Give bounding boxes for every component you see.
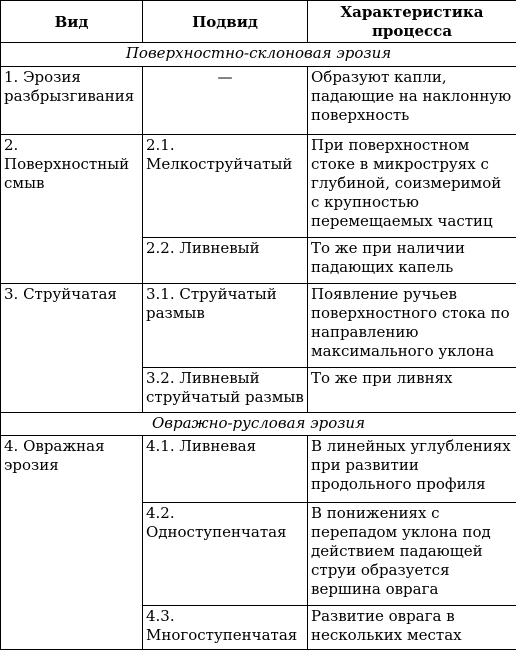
table-row [1,67,516,135]
cell-podvid: 3.1. Струйчатый размыв [143,284,308,368]
table-row [1,436,516,503]
section-row [1,43,516,67]
cell-characteristic: В линейных углублениях при развитии продольного профиля [308,436,516,503]
cell-characteristic: В понижениях с перепадом уклона под действием падающей струи образуется вершина оврага [308,503,516,606]
cell-vid: 1. Эрозия разбрызгивания [1,67,143,135]
cell-vid: 3. Струйчатая [1,284,143,413]
cell-characteristic: Развитие оврага в нескольких местах [308,606,516,650]
cell-podvid: 2.1. Мелкоструйчатый [143,135,308,238]
section-title-surface-slope: Поверхностно-склоновая эрозия [1,43,516,67]
section-row [1,413,516,436]
cell-podvid: 3.2. Ливневый струйчатый размыв [143,368,308,413]
cell-characteristic: Появление ручьев поверхностного стока по направлению максимального уклона [308,284,516,368]
cell-vid [1,503,143,650]
cell-characteristic: То же при ливнях [308,368,516,413]
cell-podvid: — [143,67,308,135]
cell-podvid: 4.1. Ливневая [143,436,308,503]
cell-characteristic: Образуют капли, падающие на наклонную поверхность [308,67,516,135]
table-row [1,135,516,238]
header-vid: Вид [1,1,143,43]
header-podvid: Подвид [143,1,308,43]
cell-characteristic: То же при наличии падающих капель [308,238,516,284]
table-row [1,284,516,368]
cell-podvid: 4.3. Многоступенчатая [143,606,308,650]
cell-podvid: 4.2. Одноступенчатая [143,503,308,606]
cell-vid: 4. Овражная эрозия [1,436,143,503]
section-title-gully-channel: Овражно-русловая эрозия [1,413,516,436]
header-characteristic: Характеристика процесса [308,1,516,43]
cell-vid: 2. Поверхностный смыв [1,135,143,284]
cell-characteristic: При поверхностном стоке в микроструях с глубиной, соизмеримой с крупностью перемещаемых частиц [308,135,516,238]
cell-podvid: 2.2. Ливневый [143,238,308,284]
table-header-row [1,1,516,43]
table-row [1,503,516,606]
